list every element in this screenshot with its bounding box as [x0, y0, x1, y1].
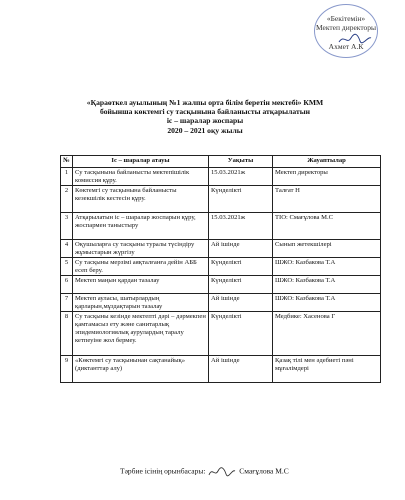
title-line-1: «Қараөткел ауылының №1 жалпы орта білім беретін мектебі» КММ — [86, 98, 324, 107]
row-event: Оқушыларға су тасқыны туралы түсіндіру жұмыстарын жүргізу — [73, 240, 209, 258]
row-responsible: Медбике: Хасенова Г — [273, 312, 381, 356]
stamp-name: Ахмет А.К — [328, 42, 364, 51]
signature-footer — [120, 466, 289, 478]
approval-stamp — [300, 4, 392, 70]
row-event: Мектеп ауласы, шатырлардың қарларын,мұздақтарын тазалау — [73, 294, 209, 312]
column-header-time: Уақыты — [209, 156, 273, 168]
title-line-2: бойынша көктемгі су тасқынына байланысты атқарылатын — [100, 107, 310, 117]
column-header-number: № — [61, 156, 73, 168]
row-time: Күнделікті — [209, 258, 273, 276]
row-event: Көктемгі су тасқынына байланысты кезекшілік кестесін құру. — [73, 186, 209, 213]
stamp-position: Мектеп директоры — [315, 23, 377, 32]
row-time: Күнделікті — [209, 312, 273, 356]
signature-icon — [207, 466, 237, 478]
footer-label: Тәрбие ісінің орынбасары: — [120, 466, 206, 476]
signature-icon — [338, 32, 372, 46]
row-number: 7 — [61, 294, 73, 312]
row-responsible: Мектеп директоры — [273, 168, 381, 186]
row-event: Су тасқыны кезінде мектепті дәрі – дәрмекпен қамтамасыз ету және санитарлық эпидемиологиялық аурулардың таралу кетпеуіне жол бермеу. — [73, 312, 209, 356]
title-line-4: 2020 – 2021 оқу жылы — [167, 125, 243, 135]
events-table — [60, 155, 381, 383]
table-row — [61, 186, 381, 213]
document-title — [40, 98, 370, 135]
column-header-responsible: Жауаптылар — [273, 156, 381, 168]
table-row — [61, 294, 381, 312]
table-row — [61, 312, 381, 356]
row-time: Күнделікті — [209, 276, 273, 294]
row-responsible: Қазақ тілі мен әдебиеті пәні мұғалімдері — [273, 356, 381, 383]
row-responsible: ШЖО: Казбакова Т.А — [273, 258, 381, 276]
row-number: 1 — [61, 168, 73, 186]
row-time: Күнделікті — [209, 186, 273, 213]
row-responsible: ШЖО: Казбакова Т.А — [273, 276, 381, 294]
stamp-approve: «Бекітемін» — [326, 14, 366, 23]
row-event: Атқарылатын іс – шаралар жоспарын құру, жоспармен таныстыру — [73, 213, 209, 240]
title-line-3: іс – шаралар жоспары — [166, 116, 244, 126]
row-time: Ай ішінде — [209, 294, 273, 312]
row-number: 2 — [61, 186, 73, 213]
footer-name: Смағұлова М.С — [239, 466, 289, 476]
row-number: 6 — [61, 276, 73, 294]
row-number: 4 — [61, 240, 73, 258]
row-time: 15.03.2021ж — [209, 213, 273, 240]
row-time: 15.03.2021ж — [209, 168, 273, 186]
row-event: Су тасқыны мерзімі аяқталғанға дейін АББ есеп беру. — [73, 258, 209, 276]
table-row — [61, 356, 381, 383]
table-header-row — [61, 156, 381, 168]
row-number: 8 — [61, 312, 73, 356]
row-event: Су тасқынына байланысты мектепішілік комиссия құру. — [73, 168, 209, 186]
row-event: «Көктемгі су тасқынынан сақтанайық» (диктанттар алу) — [73, 356, 209, 383]
table-row — [61, 258, 381, 276]
row-number: 5 — [61, 258, 73, 276]
column-header-event: Іс – шаралар атауы — [73, 156, 209, 168]
row-time: Ай ішінде — [209, 240, 273, 258]
row-event: Мектеп маңын қардан тазалау — [73, 276, 209, 294]
row-responsible: ТІО: Смағұлова М.С — [273, 213, 381, 240]
row-time: Ай ішінде — [209, 356, 273, 383]
row-responsible: Сынып жетекшілері — [273, 240, 381, 258]
table-row — [61, 168, 381, 186]
row-responsible: Талғат Н — [273, 186, 381, 213]
row-responsible: ШЖО: Казбакова Т.А — [273, 294, 381, 312]
table-row — [61, 276, 381, 294]
table-row — [61, 213, 381, 240]
row-number: 3 — [61, 213, 73, 240]
table-row — [61, 240, 381, 258]
row-number: 9 — [61, 356, 73, 383]
